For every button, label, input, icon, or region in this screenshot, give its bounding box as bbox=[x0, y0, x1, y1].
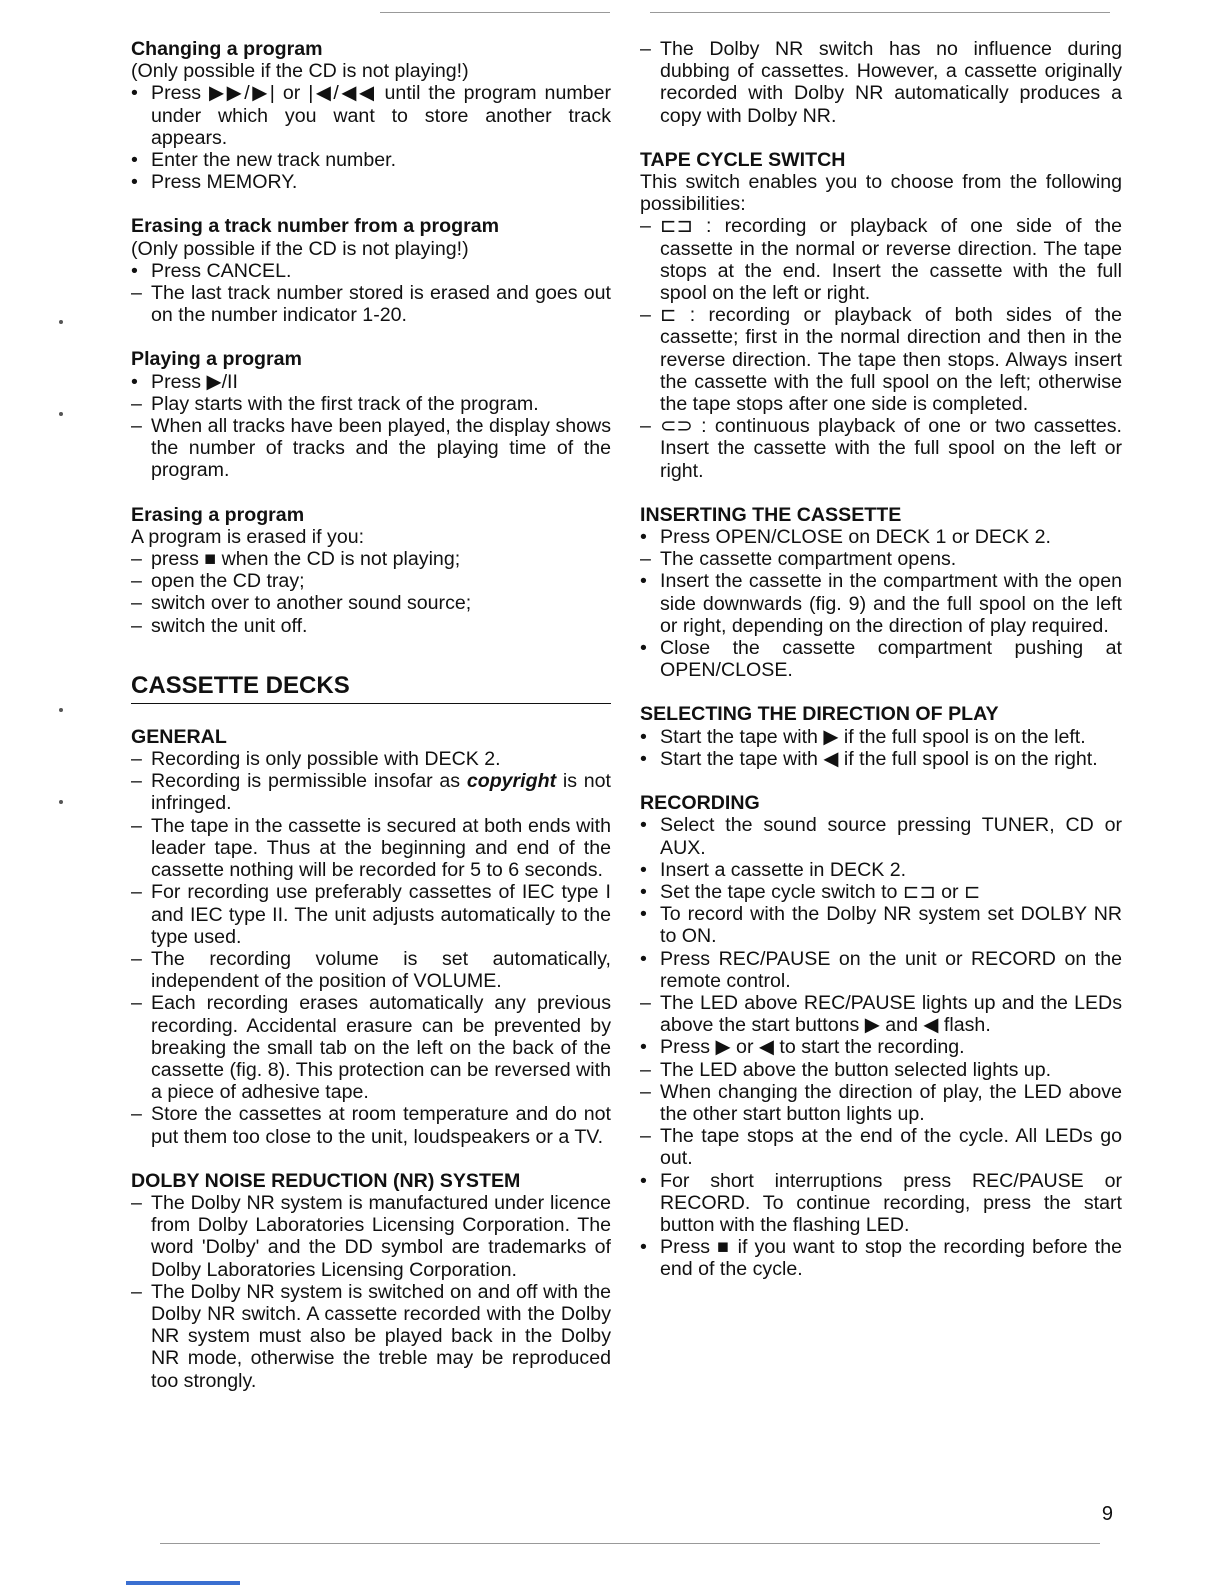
list-item: – switch the unit off. bbox=[131, 614, 308, 637]
inserting-list bbox=[640, 526, 1122, 681]
tape-cycle-note: This switch enables you to choose from the following possibilities: bbox=[640, 171, 1122, 216]
top-scan-line bbox=[380, 12, 610, 13]
list-item: – The Dolby NR switch has no influence during dubbing of cassettes. However, a cassette originally recorded with Dolby NR automatically produces a copy with Dolby NR. bbox=[640, 38, 1122, 127]
changing-program-note: (Only possible if the CD is not playing!) bbox=[131, 60, 469, 83]
list-item: – The LED above the button selected lights up. bbox=[640, 1058, 1052, 1081]
margin-dot bbox=[59, 320, 63, 324]
list-item: • Close the cassette compartment pushing at OPEN/CLOSE. bbox=[640, 637, 1122, 682]
list-item: • To record with the Dolby NR system set DOLBY NR to ON. bbox=[640, 903, 1122, 948]
direction-heading: SELECTING THE DIRECTION OF PLAY bbox=[640, 703, 999, 726]
tape-cycle-heading: TAPE CYCLE SWITCH bbox=[640, 148, 846, 171]
margin-dot bbox=[59, 412, 63, 416]
left-column bbox=[131, 38, 611, 1392]
erasing-track-heading: Erasing a track number from a program bbox=[131, 215, 500, 238]
list-item: • Insert a cassette in DECK 2. bbox=[640, 858, 907, 881]
list-item: – The tape in the cassette is secured at both ends with leader tape. Thus at the beginning and end of the cassette nothing will be recorded for 5 to 6 seconds. bbox=[131, 814, 611, 882]
margin-dot bbox=[59, 800, 63, 804]
inserting-heading: INSERTING THE CASSETTE bbox=[640, 503, 902, 526]
recording-heading: RECORDING bbox=[640, 792, 760, 815]
dolby-heading: DOLBY NOISE REDUCTION (NR) SYSTEM bbox=[131, 1169, 521, 1192]
list-item: – For recording use preferably cassettes of IEC type I and IEC type II. The unit adjusts automatically to the type used. bbox=[131, 881, 611, 948]
list-item: – ⊏ : recording or playback of both sides of the cassette; first in the normal direction and then in the reverse direction. The tape then stops. Always insert the cassette with the full spool on the left; otherwise the tape stops after one side is completed. bbox=[640, 304, 1122, 416]
scan-edge-bar bbox=[126, 1581, 240, 1585]
list-item: • Set the tape cycle switch to ⊏⊐ or ⊏ bbox=[640, 880, 981, 903]
list-item: • Start the tape with ◀ if the full spool is on the right. bbox=[640, 747, 1098, 770]
list-item: – The recording volume is set automatically, independent of the position of VOLUME. bbox=[131, 947, 611, 993]
list-item: • Press ■ if you want to stop the recording before the end of the cycle. bbox=[640, 1236, 1122, 1281]
list-item: • Start the tape with ▶ if the full spool is on the left. bbox=[640, 725, 1086, 748]
list-item: – When changing the direction of play, the LED above the other start button lights up. bbox=[640, 1080, 1122, 1125]
list-item: – press ■ when the CD is not playing; bbox=[131, 548, 461, 571]
list-item: • Press OPEN/CLOSE on DECK 1 or DECK 2. bbox=[640, 526, 1051, 549]
list-item: – The tape stops at the end of the cycle. All LEDs go out. bbox=[640, 1125, 1122, 1170]
direction-list bbox=[640, 726, 1122, 770]
list-item: – The last track number stored is erased and goes out on the number indicator 1-20. bbox=[131, 282, 611, 327]
list-item: • Press ▶▶/▶| or |◀/◀◀ until the program number under which you want to store another track appears. bbox=[131, 82, 611, 149]
list-item: – ⊂⊃ : continuous playback of one or two cassettes. Insert the cassette with the full spool on the left or right. bbox=[640, 415, 1122, 482]
list-item: – The Dolby NR system is switched on and off with the Dolby NR switch. A cassette recorded with the Dolby NR system must also be played back in the Dolby NR mode, otherwise the treble may be reproduced too strongly. bbox=[131, 1280, 611, 1392]
list-item: – Play starts with the first track of the program. bbox=[131, 392, 539, 415]
list-item: – Recording is only possible with DECK 2. bbox=[131, 748, 501, 771]
margin-dot bbox=[59, 708, 63, 712]
list-item: • Press MEMORY. bbox=[131, 171, 298, 194]
list-item: – The LED above REC/PAUSE lights up and the LEDs above the start buttons ▶ and ◀ flash. bbox=[640, 991, 1122, 1037]
changing-program-heading: Changing a program bbox=[131, 38, 323, 60]
list-item: – When all tracks have been played, the display shows the number of tracks and the playing time of the program. bbox=[131, 415, 611, 482]
list-item: • Press REC/PAUSE on the unit or RECORD on the remote control. bbox=[640, 947, 1122, 992]
general-list bbox=[131, 748, 611, 1148]
list-item: • Press CANCEL. bbox=[131, 259, 292, 282]
tape-cycle-list bbox=[640, 215, 1122, 481]
list-item: – Store the cassettes at room temperature and do not put them too close to the unit, loudspeakers or a TV. bbox=[131, 1103, 611, 1148]
changing-program-list bbox=[131, 82, 611, 193]
list-item: • For short interruptions press REC/PAUSE or RECORD. To continue recording, press the start button with the flashing LED. bbox=[640, 1169, 1122, 1236]
list-item: • Select the sound source pressing TUNER, CD or AUX. bbox=[640, 814, 1122, 859]
copyright-emphasis: copyright bbox=[466, 770, 557, 793]
dolby-list bbox=[131, 1192, 611, 1392]
list-item: – switch over to another sound source; bbox=[131, 592, 472, 615]
erasing-track-note: (Only possible if the CD is not playing!) bbox=[131, 237, 469, 260]
list-item: – open the CD tray; bbox=[131, 570, 305, 593]
page-number: 9 bbox=[1101, 1503, 1113, 1525]
list-item: – The Dolby NR system is manufactured under licence from Dolby Laboratories Licensing Corporation. The word 'Dolby' and the DD symbol are trademarks of Dolby Laboratories Licensing Corporation. bbox=[131, 1191, 611, 1281]
recording-list bbox=[640, 814, 1122, 1280]
list-item: – Recording is permissible insofar as copyright is not infringed. bbox=[131, 770, 611, 815]
erasing-program-note: A program is erased if you: bbox=[131, 525, 365, 548]
bottom-scan-line bbox=[160, 1543, 1100, 1544]
list-item: • Press ▶/II bbox=[131, 370, 238, 393]
top-scan-line-right bbox=[650, 12, 1110, 13]
list-item: • Insert the cassette in the compartment with the open side downwards (fig. 9) and the full spool on the left or right, depending on the direction of play required. bbox=[640, 570, 1122, 637]
list-item: – Each recording erases automatically any previous recording. Accidental erasure can be prevented by breaking the small tab on the left on the back of the cassette (fig. 8). This protection can be reversed with a piece of adhesive tape. bbox=[131, 992, 611, 1104]
right-column bbox=[640, 38, 1122, 1281]
list-item: • Enter the new track number. bbox=[131, 149, 397, 172]
erasing-program-list bbox=[131, 548, 611, 637]
list-item: – ⊏⊐ : recording or playback of one side of the cassette in the normal or reverse direction. The tape stops at the end. Insert the cassette with the full spool on the left or right. bbox=[640, 215, 1122, 305]
erasing-track-list bbox=[131, 260, 611, 327]
playing-program-heading: Playing a program bbox=[131, 348, 302, 371]
list-item: – The cassette compartment opens. bbox=[640, 548, 957, 571]
playing-program-list bbox=[131, 371, 611, 482]
dolby-continued-list bbox=[640, 38, 1122, 127]
list-item: • Press ▶ or ◀ to start the recording. bbox=[640, 1036, 965, 1059]
erasing-program-heading: Erasing a program bbox=[131, 503, 305, 526]
general-heading: GENERAL bbox=[131, 725, 227, 748]
cassette-decks-title: CASSETTE DECKS bbox=[131, 671, 611, 704]
